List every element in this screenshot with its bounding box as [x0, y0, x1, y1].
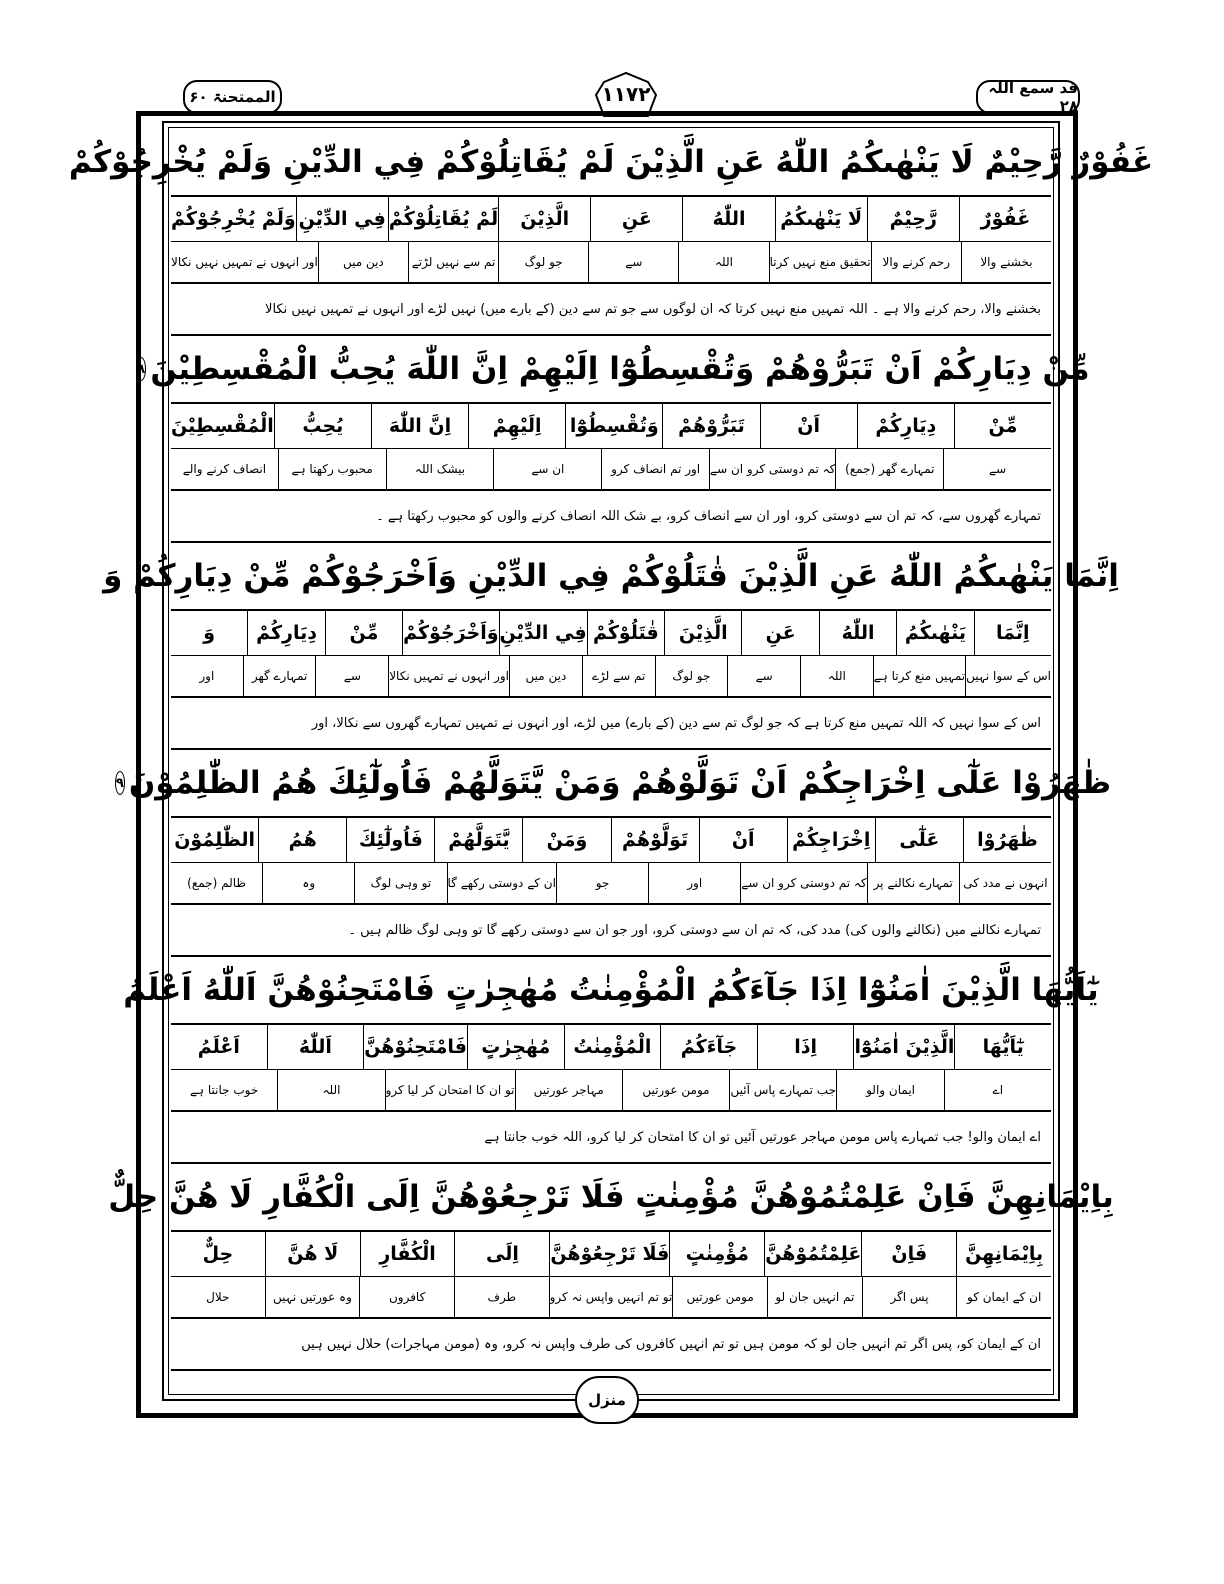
ayah-text: مِّنْ دِيَارِكُمْ اَنْ تَبَرُّوْهُمْ وَتُقْسِطُوْٓا اِلَيْهِمْ اِنَّ اللّٰهَ يُحِبُّ الْمُقْسِطِيْنَ — [150, 351, 1090, 387]
meaning-cell: بیشک اللہ — [386, 449, 494, 489]
word-row — [171, 1025, 1051, 1070]
meaning-cell: وہ عورتیں نہیں — [265, 1277, 360, 1317]
surah-name-label: الممتحنۃ ۶۰ — [183, 80, 282, 114]
meaning-cell: اللہ — [277, 1070, 384, 1110]
word-cell: وَاَخْرَجُوْكُمْ — [402, 611, 498, 655]
word-cell: هُمُ — [258, 818, 346, 862]
meaning-row — [171, 1277, 1051, 1319]
ayah-line — [103, 543, 1119, 611]
meaning-cell: تمہارے گھر — [243, 656, 316, 696]
meaning-cell: اللہ — [678, 242, 768, 282]
word-cell: تَوَلَّوْهُمْ — [611, 818, 699, 862]
word-row — [171, 1232, 1051, 1277]
meaning-cell: مومن عورتیں — [672, 1277, 767, 1317]
ayah-line — [68, 129, 1154, 197]
meaning-cell: حلال — [206, 1290, 230, 1304]
verse-block — [103, 543, 1119, 750]
word-cell: الَّذِيْنَ — [664, 611, 741, 655]
word-cell: يُحِبُّ — [274, 404, 371, 448]
word-cell: الَّذِيْنَ اٰمَنُوْٓا — [853, 1025, 954, 1069]
word-cell: فَاُولٰٓئِكَ — [346, 818, 434, 862]
translation-line: تمہارے نکالنے میں (نکالنے والوں کی) مدد کی، کہ تم ان سے دوستی کرو، اور جو ان سے دوستی رکھے گا تو وہی لوگ ظالم ہیں ۔ — [171, 905, 1051, 957]
meaning-cell: پس اگر — [862, 1277, 957, 1317]
meaning-cell: تو ان کا امتحان کر لیا کرو — [385, 1070, 515, 1110]
word-cell: مِّنْ — [954, 404, 1051, 448]
verse-block — [123, 957, 1099, 1164]
meaning-cell: ایمان والو — [836, 1070, 943, 1110]
meaning-cell: سے — [943, 449, 1051, 489]
word-cell: اِلَى — [454, 1232, 549, 1276]
word-cell: الَّذِيْنَ — [498, 197, 590, 241]
meaning-row — [171, 449, 1051, 491]
ayah-number-marker: ۹ — [115, 771, 125, 795]
word-cell: اِلَيْهِمْ — [468, 404, 565, 448]
word-cell: يٰٓاَيُّهَا — [954, 1025, 1051, 1069]
word-row — [171, 404, 1051, 449]
meaning-cell: ان سے — [493, 449, 601, 489]
word-cell: عَنِ — [590, 197, 682, 241]
ayah-line — [123, 957, 1099, 1025]
word-cell: اِخْرَاجِكُمْ — [787, 818, 875, 862]
verse-block — [137, 336, 1090, 543]
meaning-cell: سے — [727, 656, 800, 696]
ayah-text: اِنَّمَا يَنْهٰىكُمُ اللّٰهُ عَنِ الَّذِيْنَ قٰتَلُوْكُمْ فِي الدِّيْنِ وَاَخْرَجُوْكُمْ مِّنْ دِيَارِكُمْ وَ — [103, 558, 1119, 594]
word-cell: فِي الدِّيْنِ — [499, 611, 587, 655]
word-cell: يَّتَوَلَّهُمْ — [434, 818, 522, 862]
word-cell: دِيَارِكُمْ — [247, 611, 324, 655]
translation-line: اس کے سوا نہیں کہ اللہ تمہیں منع کرتا ہے کہ جو لوگ تم سے دین (کے بارے) میں لڑے، اور انہوں نے تمہیں تمہارے گھروں سے نکالا، اور — [171, 698, 1051, 750]
meaning-cell: مہاجر عورتیں — [515, 1070, 622, 1110]
meaning-cell: سے — [588, 242, 678, 282]
meaning-cell: ان کے ایمان کو — [956, 1277, 1051, 1317]
meaning-cell: ظالم (جمع) — [187, 876, 246, 890]
meaning-cell: انصاف کرنے والے — [182, 462, 267, 476]
verse-block — [115, 750, 1112, 957]
meaning-cell: تحقیق منع نہیں کرتا — [769, 242, 871, 282]
word-cell: يَنْهٰىكُمُ — [896, 611, 973, 655]
word-cell: وَ — [203, 622, 216, 644]
meaning-cell: تمہیں منع کرتا ہے — [873, 656, 965, 696]
meaning-cell: کہ تم دوستی کرو ان سے — [740, 863, 866, 903]
meaning-cell: اور — [199, 669, 215, 683]
meaning-cell: اور — [648, 863, 740, 903]
word-cell: غَفُوْرٌ — [959, 197, 1051, 241]
word-cell: مُؤْمِنٰتٍ — [669, 1232, 764, 1276]
meaning-cell: تم انہیں جان لو — [767, 1277, 862, 1317]
meaning-cell: جو لوگ — [498, 242, 588, 282]
meaning-cell: خوب جانتا ہے — [189, 1083, 259, 1097]
meaning-cell: طرف — [454, 1277, 549, 1317]
word-cell: فَاِنْ — [861, 1232, 956, 1276]
meaning-cell: ان کے دوستی رکھے گا — [447, 863, 556, 903]
translation-line: بخشنے والا، رحم کرنے والا ہے ۔ اللہ تمہیں منع نہیں کرتا کہ ان لوگوں سے جو تم سے دین (کے بارے میں) نہیں لڑے اور انہوں نے تمہیں نہیں نکالا — [171, 284, 1051, 336]
word-cell: تَبَرُّوْهُمْ — [662, 404, 759, 448]
meaning-cell: تم سے نہیں لڑتے — [408, 242, 498, 282]
word-cell: عَلِمْتُمُوْهُنَّ — [764, 1232, 861, 1276]
word-cell: اللّٰهُ — [819, 611, 896, 655]
meaning-cell: تو تم انہیں واپس نہ کرو — [549, 1277, 673, 1317]
ayah-line — [115, 750, 1112, 818]
translation-line: تمہارے گھروں سے، کہ تم ان سے دوستی کرو، اور ان سے انصاف کرو، بے شک اللہ انصاف کرنے والوں کو محبوب رکھتا ہے ۔ — [171, 491, 1051, 543]
word-cell: لَا هُنَّ — [265, 1232, 360, 1276]
word-cell: وَمَنْ — [522, 818, 610, 862]
word-cell: حِلٌّ — [202, 1243, 234, 1265]
word-cell: اَعْلَمُ — [197, 1036, 240, 1058]
word-cell: عَلٰٓى — [875, 818, 963, 862]
word-cell: اِنَّمَا — [974, 611, 1051, 655]
ayah-line — [137, 336, 1090, 404]
word-cell: اَنْ — [760, 404, 857, 448]
word-cell: مِّنْ — [325, 611, 402, 655]
meaning-cell: محبوب رکھتا ہے — [278, 449, 386, 489]
meaning-cell: بخشنے والا — [961, 242, 1051, 282]
meaning-row — [171, 242, 1051, 284]
word-cell: فِي الدِّيْنِ — [296, 197, 388, 241]
meaning-cell: اور تم انصاف کرو — [601, 449, 709, 489]
meaning-cell: انہوں نے مدد کی — [959, 863, 1051, 903]
meaning-cell: دین میں — [509, 656, 582, 696]
meaning-cell: کہ تم دوستی کرو ان سے — [709, 449, 835, 489]
meaning-row — [171, 656, 1051, 698]
verse-block — [108, 1164, 1114, 1371]
word-cell: الْمُقْسِطِيْنَ — [170, 415, 274, 437]
meaning-cell: اس کے سوا نہیں — [965, 656, 1051, 696]
word-cell: اَنْ — [699, 818, 787, 862]
word-cell: رَّحِيْمٌ — [867, 197, 959, 241]
word-cell: بِاِيْمَانِهِنَّ — [956, 1232, 1051, 1276]
meaning-cell: تمہارے نکالنے پر — [867, 863, 959, 903]
word-cell: عَنِ — [741, 611, 818, 655]
word-cell: لَا يَنْهٰىكُمُ — [775, 197, 867, 241]
translation-line: اے ایمان والو! جب تمہارے پاس مومن مہاجر عورتیں آئیں تو ان کا امتحان کر لیا کرو، اللہ خوب جانتا ہے — [171, 1112, 1051, 1164]
meaning-cell: اور انہوں نے تمہیں نہیں نکالا — [171, 255, 318, 269]
word-cell: ظٰهَرُوْا — [963, 818, 1051, 862]
meaning-cell: تمہارے گھر (جمع) — [835, 449, 943, 489]
meaning-cell: مومن عورتیں — [622, 1070, 729, 1110]
meaning-cell: جب تمہارے پاس آئیں — [729, 1070, 836, 1110]
word-cell: مُهٰجِرٰتٍ — [467, 1025, 564, 1069]
ayah-text: ظٰهَرُوْا عَلٰٓى اِخْرَاجِكُمْ اَنْ تَوَلَّوْهُمْ وَمَنْ يَّتَوَلَّهُمْ فَاُولٰٓئِكَ هُمُ الظّٰلِمُوْنَ — [128, 765, 1112, 801]
meaning-cell: رحم کرنے والا — [871, 242, 961, 282]
word-cell: دِيَارِكُمْ — [857, 404, 954, 448]
translation-line: ان کے ایمان کو، پس اگر تم انہیں جان لو کہ مومن ہیں تو تم انہیں کافروں کی طرف واپس نہ کرو، وہ (مومن مہاجرات) حلال نہیں ہیں — [171, 1319, 1051, 1371]
meaning-cell: جو — [556, 863, 648, 903]
word-cell: لَمْ يُقَاتِلُوْكُمْ — [388, 197, 498, 241]
meaning-cell: تو وہی لوگ — [354, 863, 446, 903]
page-number: ۱۱۷۲ — [601, 82, 651, 106]
meaning-cell: سے — [315, 656, 388, 696]
ayah-text: بِاِيْمَانِهِنَّ فَاِنْ عَلِمْتُمُوْهُنَّ مُؤْمِنٰتٍ فَلَا تَرْجِعُوْهُنَّ اِلَى الْكُفَّارِ لَا هُنَّ حِلٌّ — [108, 1179, 1114, 1215]
manzil-badge: منزل — [575, 1376, 639, 1424]
ayah-number-marker: ۸ — [136, 357, 146, 381]
word-cell: اَللّٰهُ — [267, 1025, 364, 1069]
meaning-cell: اور انہوں نے تمہیں نکالا — [388, 656, 509, 696]
word-cell: الْمُؤْمِنٰتُ — [564, 1025, 661, 1069]
word-cell: فَلَا تَرْجِعُوْهُنَّ — [549, 1232, 669, 1276]
word-cell: قٰتَلُوْكُمْ — [587, 611, 664, 655]
ayah-text: غَفُوْرٌ رَّحِيْمٌ لَا يَنْهٰىكُمُ اللّٰهُ عَنِ الَّذِيْنَ لَمْ يُقَاتِلُوْكُمْ فِي الدِّيْنِ وَلَمْ يُخْرِجُوْكُمْ — [68, 144, 1154, 180]
meaning-row — [171, 863, 1051, 905]
word-cell: اللّٰهُ — [682, 197, 774, 241]
meaning-cell: اے — [944, 1070, 1051, 1110]
verse-block — [68, 129, 1154, 336]
word-row — [171, 197, 1051, 242]
word-cell: اِذَا — [757, 1025, 854, 1069]
content-area — [68, 129, 1154, 1371]
word-cell: وَلَمْ يُخْرِجُوْكُمْ — [171, 208, 296, 230]
word-cell: اِنَّ اللّٰهَ — [371, 404, 468, 448]
meaning-cell: اللہ — [800, 656, 873, 696]
word-row — [171, 611, 1051, 656]
word-cell: فَامْتَحِنُوْهُنَّ — [363, 1025, 467, 1069]
meaning-cell: تم سے لڑے — [582, 656, 655, 696]
word-cell: الظّٰلِمُوْنَ — [174, 829, 255, 851]
word-cell: جَآءَكُمُ — [660, 1025, 757, 1069]
meaning-row — [171, 1070, 1051, 1112]
meaning-cell: دین میں — [318, 242, 408, 282]
word-cell: وَتُقْسِطُوْٓا — [565, 404, 662, 448]
ayah-line — [108, 1164, 1114, 1232]
meaning-cell: وہ — [262, 863, 354, 903]
word-row — [171, 818, 1051, 863]
word-cell: الْكُفَّارِ — [360, 1232, 455, 1276]
ayah-text: يٰٓاَيُّهَا الَّذِيْنَ اٰمَنُوْٓا اِذَا جَآءَكُمُ الْمُؤْمِنٰتُ مُهٰجِرٰتٍ فَامْتَحِنُوْهُنَّ اَللّٰهُ اَعْلَمُ — [123, 972, 1099, 1008]
meaning-cell: کافروں — [359, 1277, 454, 1317]
juz-name-label: قد سمع اللہ ۲۸ — [976, 80, 1080, 114]
meaning-cell: جو لوگ — [655, 656, 728, 696]
